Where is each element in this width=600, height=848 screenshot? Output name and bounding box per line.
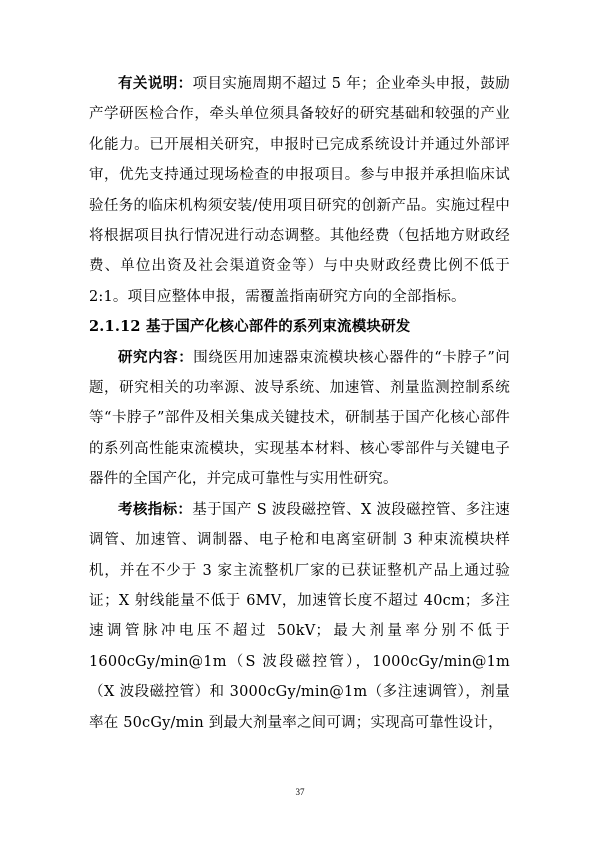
research-label: 研究内容： <box>118 348 194 366</box>
explanation-label: 有关说明： <box>118 75 193 92</box>
explanation-text: 项目实施周期不超过 5 年；企业牵头申报，鼓励产学研医检合作，牵头单位须具备较好的研究基础和较强的产业化能力。已开展相关研究，申报时已完成系统设计并通过外部评审，优先支持通过现场检查的申报项目。参与申报并承担临床试验任务的临床机构须安装/使用项目研究的创新产品。实施过程中将根据项目执行情况进行动态调整。其他经费（包括地方财政经费、单位出资及社会渠道资金等）与中央财政经费比例不低于 2:1。项目应整体申报，需覆盖指南研究方向的全部指标。 <box>89 76 511 305</box>
section-heading: 2.1.12 基于国产化核心部件的系列束流模块研发 <box>89 318 411 336</box>
page-content <box>89 69 510 738</box>
research-paragraph <box>89 343 510 495</box>
page-number: 37 <box>295 787 305 797</box>
assessment-label: 考核指标： <box>118 500 193 518</box>
assessment-paragraph <box>89 495 510 738</box>
assessment-text: 基于国产 S 波段磁控管、X 波段磁控管、多注速调管、加速管、调制器、电子枪和电离室研制 3 种束流模块样机，并在不少于 3 家主流整机厂家的已获证整机产品上通过验证；X 射线能量不低于 6MV，加速管长度不超过 40cm；多注速调管脉冲电压不超过 50kV；最大剂量率分别不低于 1600cGy/min@1m（S 波段磁控管），1000cGy/min@1m（X 波段磁控管）和 3000cGy/min@1m（多注速调管），剂量率在 50cGy/min 到最大剂量率之间可调；实现高可靠性设计， <box>89 501 510 731</box>
research-text: 围绕医用加速器束流模块核心器件的“卡脖子”问题，研究相关的功率源、波导系统、加速管、剂量监测控制系统等“卡脖子”部件及相关集成关键技术，研制基于国产化核心部件的系列高性能束流模块，实现基本材料、核心零部件与关键电子器件的全国产化，并完成可靠性与实用性研究。 <box>89 349 511 488</box>
explanation-paragraph <box>89 69 510 312</box>
